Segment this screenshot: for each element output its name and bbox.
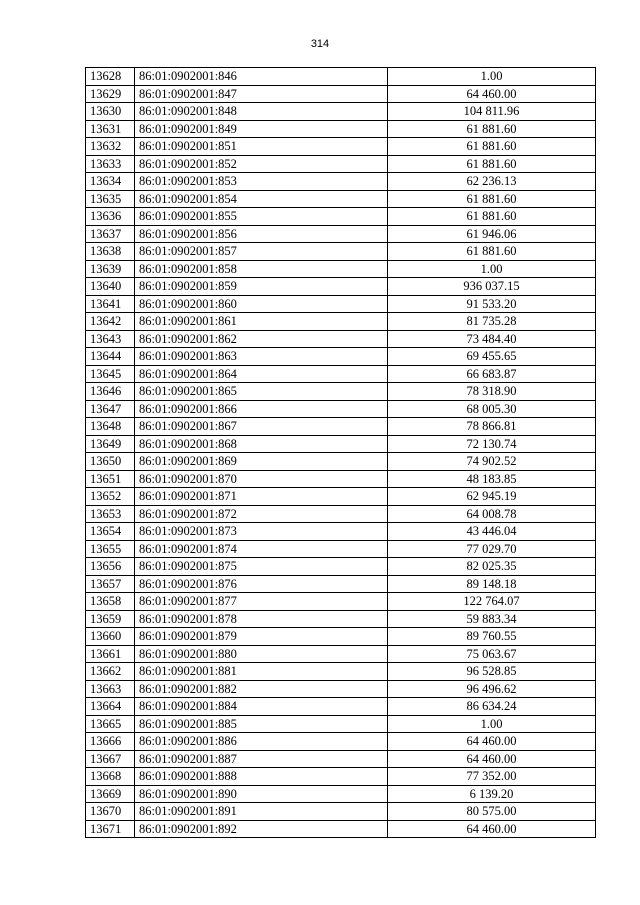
cadastral-number-cell: 86:01:0902001:886 — [135, 733, 388, 751]
table-row — [86, 313, 596, 331]
row-number-cell: 13644 — [86, 348, 135, 366]
table-row — [86, 173, 596, 191]
table-row — [86, 68, 596, 86]
row-number-cell: 13662 — [86, 663, 135, 681]
cadastral-value-cell: 96 496.62 — [388, 680, 596, 698]
table-row — [86, 820, 596, 838]
row-number-cell: 13659 — [86, 610, 135, 628]
cadastral-value-cell: 74 902.52 — [388, 453, 596, 471]
table-row — [86, 190, 596, 208]
row-number-cell: 13647 — [86, 400, 135, 418]
table-row — [86, 593, 596, 611]
table-row — [86, 785, 596, 803]
row-number-cell: 13632 — [86, 138, 135, 156]
cadastral-value-cell: 64 460.00 — [388, 820, 596, 838]
cadastral-value-cell: 61 881.60 — [388, 138, 596, 156]
table-row — [86, 453, 596, 471]
cadastral-value-cell: 77 029.70 — [388, 540, 596, 558]
row-number-cell: 13668 — [86, 768, 135, 786]
table-row — [86, 103, 596, 121]
table-row — [86, 278, 596, 296]
cadastral-number-cell: 86:01:0902001:876 — [135, 575, 388, 593]
cadastral-value-cell: 61 946.06 — [388, 225, 596, 243]
cadastral-number-cell: 86:01:0902001:875 — [135, 558, 388, 576]
row-number-cell: 13663 — [86, 680, 135, 698]
table-row — [86, 400, 596, 418]
table-row — [86, 208, 596, 226]
cadastral-number-cell: 86:01:0902001:879 — [135, 628, 388, 646]
row-number-cell: 13636 — [86, 208, 135, 226]
row-number-cell: 13638 — [86, 243, 135, 261]
cadastral-number-cell: 86:01:0902001:848 — [135, 103, 388, 121]
table-row — [86, 575, 596, 593]
row-number-cell: 13640 — [86, 278, 135, 296]
cadastral-value-cell: 89 760.55 — [388, 628, 596, 646]
cadastral-value-cell: 66 683.87 — [388, 365, 596, 383]
cadastral-value-cell: 96 528.85 — [388, 663, 596, 681]
row-number-cell: 13658 — [86, 593, 135, 611]
cadastral-value-cell: 68 005.30 — [388, 400, 596, 418]
cadastral-value-cell: 61 881.60 — [388, 190, 596, 208]
cadastral-number-cell: 86:01:0902001:867 — [135, 418, 388, 436]
row-number-cell: 13649 — [86, 435, 135, 453]
cadastral-value-cell: 78 318.90 — [388, 383, 596, 401]
table-row — [86, 488, 596, 506]
table-row — [86, 733, 596, 751]
row-number-cell: 13651 — [86, 470, 135, 488]
table-row — [86, 470, 596, 488]
row-number-cell: 13652 — [86, 488, 135, 506]
cadastral-value-cell: 69 455.65 — [388, 348, 596, 366]
table-body — [86, 68, 596, 838]
cadastral-number-cell: 86:01:0902001:872 — [135, 505, 388, 523]
cadastral-number-cell: 86:01:0902001:849 — [135, 120, 388, 138]
row-number-cell: 13665 — [86, 715, 135, 733]
cadastral-value-cell: 64 460.00 — [388, 85, 596, 103]
row-number-cell: 13650 — [86, 453, 135, 471]
cadastral-value-cell: 64 008.78 — [388, 505, 596, 523]
cadastral-value-cell: 81 735.28 — [388, 313, 596, 331]
row-number-cell: 13664 — [86, 698, 135, 716]
row-number-cell: 13630 — [86, 103, 135, 121]
cadastral-number-cell: 86:01:0902001:855 — [135, 208, 388, 226]
table-row — [86, 260, 596, 278]
cadastral-value-cell: 936 037.15 — [388, 278, 596, 296]
table-row — [86, 365, 596, 383]
table-row — [86, 540, 596, 558]
table-row — [86, 768, 596, 786]
row-number-cell: 13633 — [86, 155, 135, 173]
cadastral-number-cell: 86:01:0902001:861 — [135, 313, 388, 331]
row-number-cell: 13629 — [86, 85, 135, 103]
table-row — [86, 663, 596, 681]
row-number-cell: 13656 — [86, 558, 135, 576]
table-row — [86, 225, 596, 243]
cadastral-value-cell: 43 446.04 — [388, 523, 596, 541]
table-row — [86, 558, 596, 576]
cadastral-number-cell: 86:01:0902001:859 — [135, 278, 388, 296]
cadastral-value-cell: 64 460.00 — [388, 750, 596, 768]
cadastral-value-cell: 1.00 — [388, 715, 596, 733]
cadastral-value-cell: 82 025.35 — [388, 558, 596, 576]
row-number-cell: 13639 — [86, 260, 135, 278]
cadastral-number-cell: 86:01:0902001:856 — [135, 225, 388, 243]
row-number-cell: 13642 — [86, 313, 135, 331]
cadastral-number-cell: 86:01:0902001:888 — [135, 768, 388, 786]
cadastral-number-cell: 86:01:0902001:869 — [135, 453, 388, 471]
cadastral-value-cell: 73 484.40 — [388, 330, 596, 348]
row-number-cell: 13669 — [86, 785, 135, 803]
cadastral-number-cell: 86:01:0902001:851 — [135, 138, 388, 156]
cadastral-value-cell: 86 634.24 — [388, 698, 596, 716]
table-row — [86, 645, 596, 663]
table-row — [86, 698, 596, 716]
cadastral-number-cell: 86:01:0902001:885 — [135, 715, 388, 733]
cadastral-value-cell: 62 236.13 — [388, 173, 596, 191]
cadastral-number-cell: 86:01:0902001:862 — [135, 330, 388, 348]
row-number-cell: 13666 — [86, 733, 135, 751]
table-row — [86, 155, 596, 173]
cadastral-number-cell: 86:01:0902001:880 — [135, 645, 388, 663]
cadastral-number-cell: 86:01:0902001:865 — [135, 383, 388, 401]
cadastral-value-cell: 48 183.85 — [388, 470, 596, 488]
table-row — [86, 523, 596, 541]
cadastral-number-cell: 86:01:0902001:881 — [135, 663, 388, 681]
row-number-cell: 13653 — [86, 505, 135, 523]
cadastral-value-cell: 64 460.00 — [388, 733, 596, 751]
row-number-cell: 13634 — [86, 173, 135, 191]
table-row — [86, 138, 596, 156]
cadastral-number-cell: 86:01:0902001:857 — [135, 243, 388, 261]
row-number-cell: 13641 — [86, 295, 135, 313]
row-number-cell: 13661 — [86, 645, 135, 663]
cadastral-number-cell: 86:01:0902001:887 — [135, 750, 388, 768]
row-number-cell: 13635 — [86, 190, 135, 208]
cadastral-value-cell: 122 764.07 — [388, 593, 596, 611]
cadastral-number-cell: 86:01:0902001:847 — [135, 85, 388, 103]
cadastral-value-cell: 59 883.34 — [388, 610, 596, 628]
cadastral-value-cell: 78 866.81 — [388, 418, 596, 436]
row-number-cell: 13660 — [86, 628, 135, 646]
cadastral-number-cell: 86:01:0902001:858 — [135, 260, 388, 278]
cadastral-value-cell: 89 148.18 — [388, 575, 596, 593]
table-row — [86, 243, 596, 261]
cadastral-number-cell: 86:01:0902001:878 — [135, 610, 388, 628]
cadastral-number-cell: 86:01:0902001:860 — [135, 295, 388, 313]
table-row — [86, 505, 596, 523]
row-number-cell: 13645 — [86, 365, 135, 383]
table-row — [86, 610, 596, 628]
table-row — [86, 120, 596, 138]
table-row — [86, 348, 596, 366]
cadastral-value-cell: 62 945.19 — [388, 488, 596, 506]
table-row — [86, 680, 596, 698]
table-row — [86, 435, 596, 453]
cadastral-number-cell: 86:01:0902001:864 — [135, 365, 388, 383]
row-number-cell: 13655 — [86, 540, 135, 558]
cadastral-number-cell: 86:01:0902001:874 — [135, 540, 388, 558]
row-number-cell: 13648 — [86, 418, 135, 436]
cadastral-number-cell: 86:01:0902001:892 — [135, 820, 388, 838]
table-row — [86, 628, 596, 646]
cadastral-value-cell: 75 063.67 — [388, 645, 596, 663]
cadastral-value-cell: 61 881.60 — [388, 155, 596, 173]
table-row — [86, 418, 596, 436]
table-row — [86, 383, 596, 401]
table-row — [86, 750, 596, 768]
row-number-cell: 13628 — [86, 68, 135, 86]
cadastral-value-table — [85, 67, 596, 838]
cadastral-number-cell: 86:01:0902001:891 — [135, 803, 388, 821]
row-number-cell: 13670 — [86, 803, 135, 821]
row-number-cell: 13643 — [86, 330, 135, 348]
cadastral-number-cell: 86:01:0902001:882 — [135, 680, 388, 698]
cadastral-number-cell: 86:01:0902001:866 — [135, 400, 388, 418]
cadastral-value-cell: 61 881.60 — [388, 208, 596, 226]
row-number-cell: 13657 — [86, 575, 135, 593]
row-number-cell: 13646 — [86, 383, 135, 401]
cadastral-number-cell: 86:01:0902001:852 — [135, 155, 388, 173]
table-row — [86, 330, 596, 348]
table-row — [86, 803, 596, 821]
cadastral-number-cell: 86:01:0902001:884 — [135, 698, 388, 716]
cadastral-value-cell: 61 881.60 — [388, 120, 596, 138]
cadastral-number-cell: 86:01:0902001:890 — [135, 785, 388, 803]
cadastral-value-cell: 91 533.20 — [388, 295, 596, 313]
cadastral-number-cell: 86:01:0902001:854 — [135, 190, 388, 208]
cadastral-number-cell: 86:01:0902001:846 — [135, 68, 388, 86]
cadastral-number-cell: 86:01:0902001:877 — [135, 593, 388, 611]
cadastral-number-cell: 86:01:0902001:868 — [135, 435, 388, 453]
cadastral-number-cell: 86:01:0902001:863 — [135, 348, 388, 366]
table-row — [86, 295, 596, 313]
row-number-cell: 13654 — [86, 523, 135, 541]
cadastral-number-cell: 86:01:0902001:873 — [135, 523, 388, 541]
row-number-cell: 13671 — [86, 820, 135, 838]
cadastral-value-cell: 77 352.00 — [388, 768, 596, 786]
page-number: 314 — [310, 38, 330, 50]
cadastral-value-cell: 104 811.96 — [388, 103, 596, 121]
row-number-cell: 13631 — [86, 120, 135, 138]
cadastral-value-cell: 1.00 — [388, 68, 596, 86]
cadastral-value-cell: 6 139.20 — [388, 785, 596, 803]
table-row — [86, 715, 596, 733]
row-number-cell: 13667 — [86, 750, 135, 768]
table-row — [86, 85, 596, 103]
cadastral-number-cell: 86:01:0902001:870 — [135, 470, 388, 488]
cadastral-number-cell: 86:01:0902001:871 — [135, 488, 388, 506]
cadastral-value-cell: 72 130.74 — [388, 435, 596, 453]
cadastral-number-cell: 86:01:0902001:853 — [135, 173, 388, 191]
cadastral-value-cell: 1.00 — [388, 260, 596, 278]
cadastral-value-cell: 80 575.00 — [388, 803, 596, 821]
row-number-cell: 13637 — [86, 225, 135, 243]
cadastral-value-cell: 61 881.60 — [388, 243, 596, 261]
